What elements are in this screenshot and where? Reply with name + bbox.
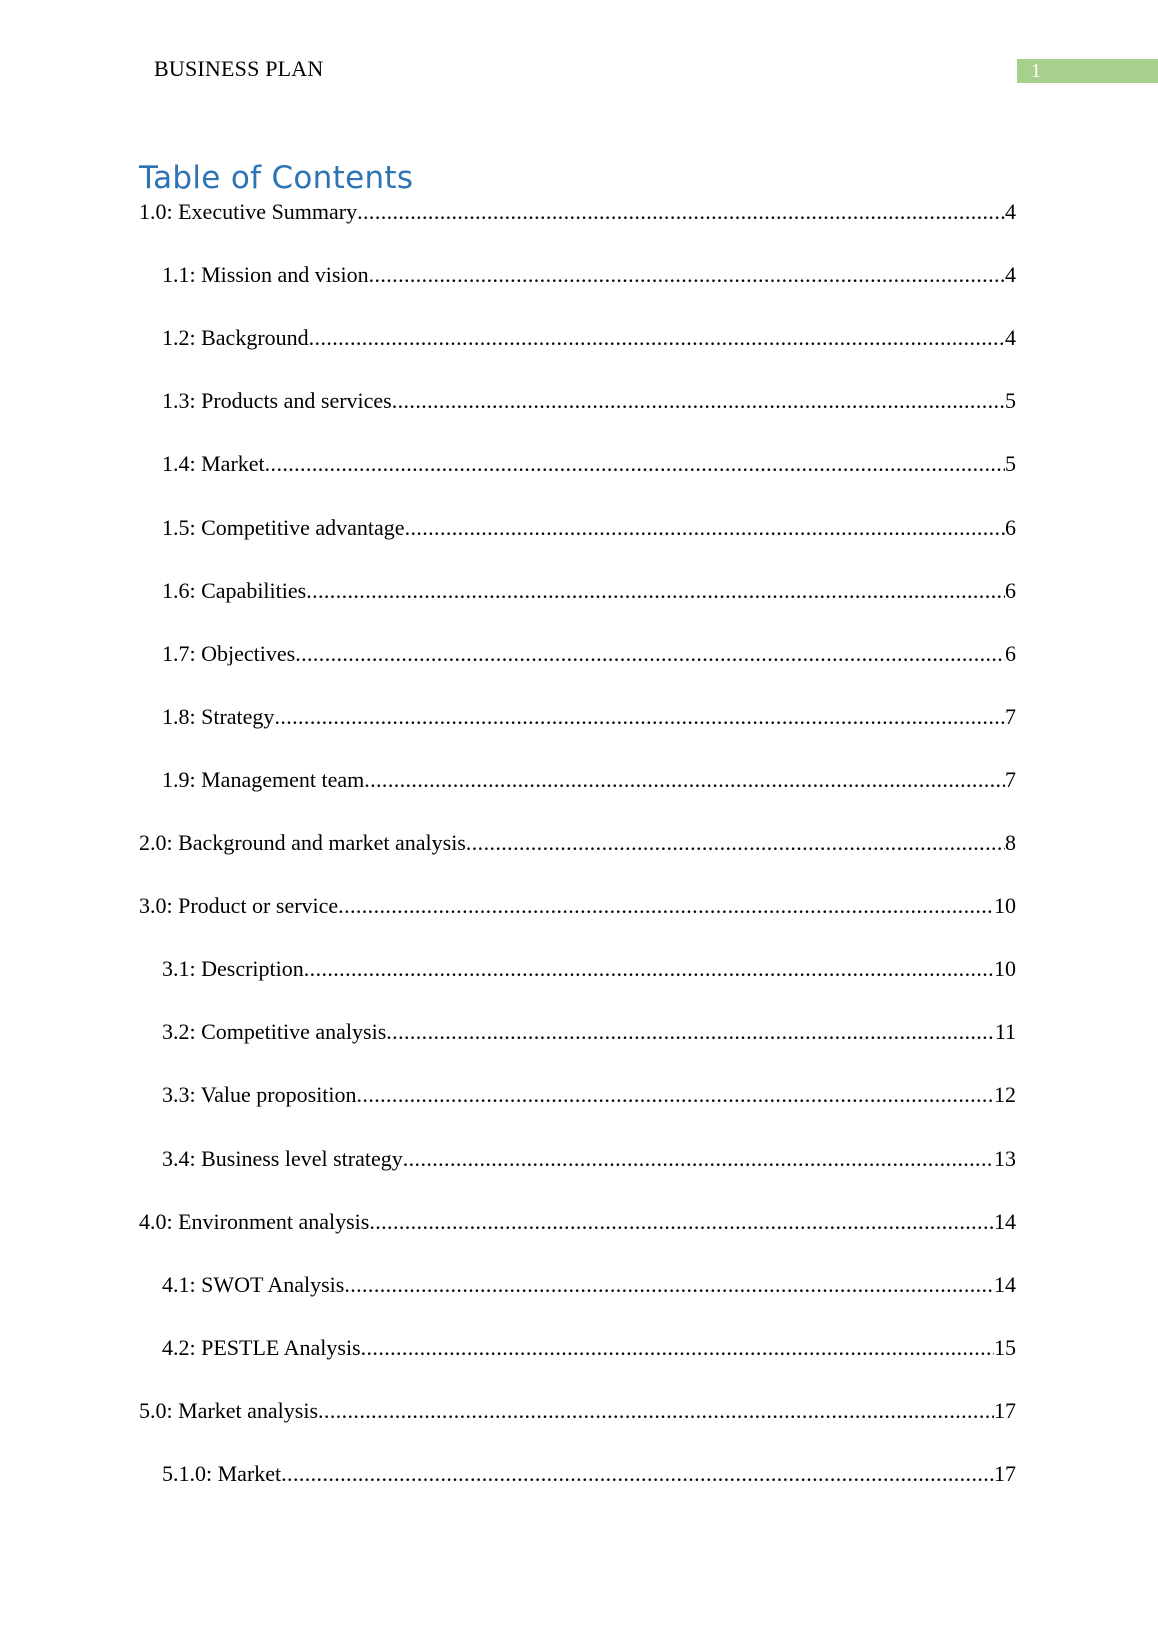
toc-entry-page-number: 12 — [994, 1082, 1016, 1108]
toc-dot-leader — [357, 197, 1005, 227]
toc-entry-title: 4.0: Environment analysis — [139, 1208, 370, 1234]
toc-dot-leader — [357, 1080, 994, 1110]
toc-entry-page-number: 13 — [994, 1145, 1016, 1171]
toc-entry-title: 5.1.0: Market — [162, 1461, 282, 1486]
toc-dot-leader — [392, 386, 1005, 416]
toc-entry-title: 1.7: Objectives — [162, 640, 296, 666]
toc-dot-leader — [361, 1333, 994, 1363]
toc-entry[interactable] — [162, 639, 1016, 669]
toc-entry-page-number: 6 — [1005, 640, 1016, 666]
toc-dot-leader — [466, 828, 1005, 858]
toc-entry[interactable] — [162, 323, 1016, 353]
toc-entry-page-number: 15 — [994, 1334, 1016, 1360]
toc-entry[interactable] — [162, 954, 1016, 984]
toc-entry[interactable] — [162, 1459, 1016, 1489]
toc-entry-page-number: 11 — [994, 1019, 1016, 1045]
toc-entry-page-number: 17 — [994, 1461, 1016, 1486]
toc-entry-title: 5.0: Market analysis — [139, 1397, 319, 1423]
toc-entry-title: 1.3: Products and services — [162, 388, 392, 414]
toc-entry-page-number: 5 — [1005, 388, 1016, 414]
toc-dot-leader — [318, 1396, 994, 1426]
toc-entry-title: 1.0: Executive Summary — [139, 199, 358, 224]
toc-dot-leader — [364, 765, 1005, 795]
toc-entry[interactable] — [162, 260, 1016, 290]
toc-entry[interactable] — [162, 576, 1016, 606]
toc-entry[interactable] — [162, 386, 1016, 416]
toc-entry-page-number: 4 — [1005, 199, 1016, 224]
toc-entry[interactable] — [139, 828, 1016, 858]
toc-entry-title: 2.0: Background and market analysis — [139, 830, 466, 855]
toc-entry[interactable] — [162, 449, 1016, 479]
toc-entry-title: 3.1: Description — [162, 956, 304, 982]
toc-entry-title: 4.1: SWOT Analysis — [162, 1271, 345, 1297]
toc-entry-title: 1.9: Management team — [162, 766, 365, 792]
toc-dot-leader — [309, 323, 1005, 353]
toc-entry[interactable] — [162, 1017, 1016, 1047]
toc-heading: Table of Contents — [139, 160, 414, 196]
toc-entry-title: 3.4: Business level strategy — [162, 1145, 403, 1171]
toc-entry-page-number: 6 — [1005, 514, 1016, 540]
toc-dot-leader — [369, 260, 1005, 290]
toc-entry-title: 1.1: Mission and vision — [162, 262, 369, 288]
toc-entry-page-number: 5 — [1005, 451, 1016, 477]
toc-entry-page-number: 10 — [994, 893, 1016, 919]
page-number-badge: 1 — [1017, 59, 1158, 83]
toc-dot-leader — [274, 702, 1005, 732]
toc-entry-title: 1.5: Competitive advantage — [162, 514, 405, 540]
toc-entry[interactable] — [162, 1080, 1016, 1110]
toc-dot-leader — [405, 513, 1005, 543]
toc-entry[interactable] — [139, 1396, 1016, 1426]
toc-entry-page-number: 17 — [994, 1397, 1016, 1423]
toc-entry-title: 3.2: Competitive analysis — [162, 1019, 387, 1045]
toc-entry-title: 3.3: Value proposition — [162, 1082, 357, 1108]
toc-entry[interactable] — [139, 891, 1016, 921]
toc-dot-leader — [344, 1270, 994, 1300]
toc-entry-page-number: 14 — [994, 1208, 1016, 1234]
toc-entry[interactable] — [139, 1207, 1016, 1237]
toc-dot-leader — [338, 891, 994, 921]
toc-entry-page-number: 8 — [1005, 830, 1016, 855]
toc-dot-leader — [265, 449, 1005, 479]
toc-entry[interactable] — [162, 765, 1016, 795]
toc-dot-leader — [304, 954, 994, 984]
toc-dot-leader — [295, 639, 1005, 669]
toc-entry-title: 3.0: Product or service — [139, 893, 339, 919]
toc-entry-title: 1.4: Market — [162, 451, 265, 477]
toc-entry-page-number: 6 — [1005, 577, 1016, 603]
running-head: BUSINESS PLAN — [154, 56, 324, 81]
toc-entry-title: 1.2: Background — [162, 325, 309, 351]
toc-dot-leader — [386, 1017, 995, 1047]
toc-entry-title: 1.8: Strategy — [162, 703, 275, 729]
toc-entry-title: 1.6: Capabilities — [162, 577, 307, 603]
toc-dot-leader — [369, 1207, 994, 1237]
toc-dot-leader — [306, 576, 1005, 606]
toc-entry-page-number: 4 — [1005, 325, 1016, 351]
toc-entry-page-number: 7 — [1005, 766, 1016, 792]
toc-entry[interactable] — [162, 1144, 1016, 1174]
toc-entry[interactable] — [139, 197, 1016, 227]
toc-dot-leader — [281, 1459, 994, 1489]
toc-entry[interactable] — [162, 702, 1016, 732]
toc-entry[interactable] — [162, 513, 1016, 543]
toc-entry[interactable] — [162, 1270, 1016, 1300]
toc-entry-page-number: 7 — [1005, 703, 1016, 729]
toc-entry-page-number: 4 — [1005, 262, 1016, 288]
toc-entry-title: 4.2: PESTLE Analysis — [162, 1334, 361, 1360]
toc-dot-leader — [403, 1144, 994, 1174]
toc-entry-page-number: 10 — [994, 956, 1016, 982]
toc-entry-page-number: 14 — [994, 1271, 1016, 1297]
toc-entry[interactable] — [162, 1333, 1016, 1363]
